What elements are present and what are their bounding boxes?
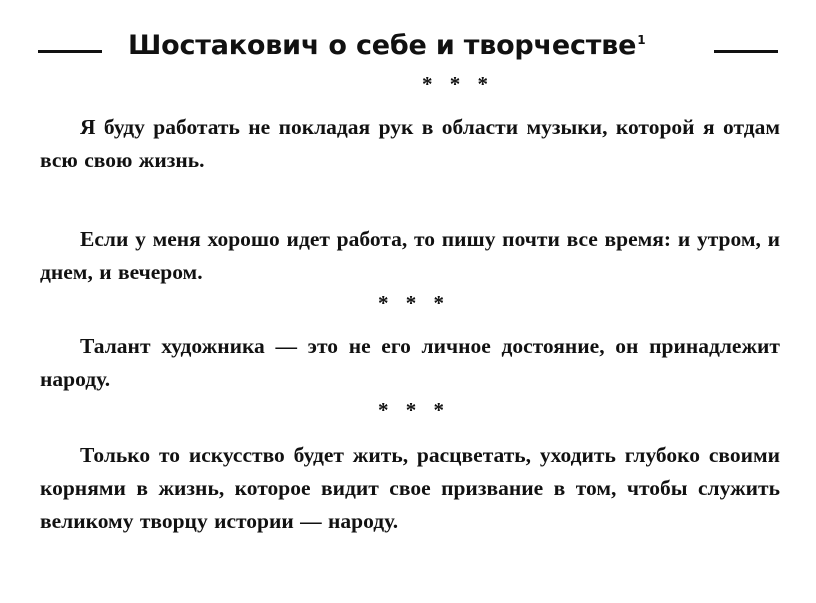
page-title-text: Шостакович о себе и творчестве	[128, 30, 637, 61]
quote-paragraph: Только то искусство будет жить, расцветать, уходить глубоко своими корнями в жизнь, которое видит свое призвание в том, чтобы служить великому творцу истории — народу.	[40, 443, 780, 533]
page-title	[128, 30, 645, 61]
header-rule-right	[714, 50, 778, 53]
footnote-mark: 1	[637, 33, 646, 47]
separator-stars: * * *	[378, 398, 450, 422]
separator-stars: * * *	[422, 72, 494, 96]
quote-paragraph: Талант художника — это не его личное достояние, он принадлежит народу.	[40, 334, 780, 391]
separator-stars: * * *	[378, 291, 450, 315]
header-rule-left	[38, 50, 102, 53]
quote-paragraph: Если у меня хорошо идет работа, то пишу почти все время: и утром, и днем, и вечером.	[40, 227, 780, 284]
quote-paragraph: Я буду работать не покладая рук в области музыки, которой я отдам всю свою жизнь.	[40, 115, 780, 172]
page-header	[0, 28, 816, 68]
